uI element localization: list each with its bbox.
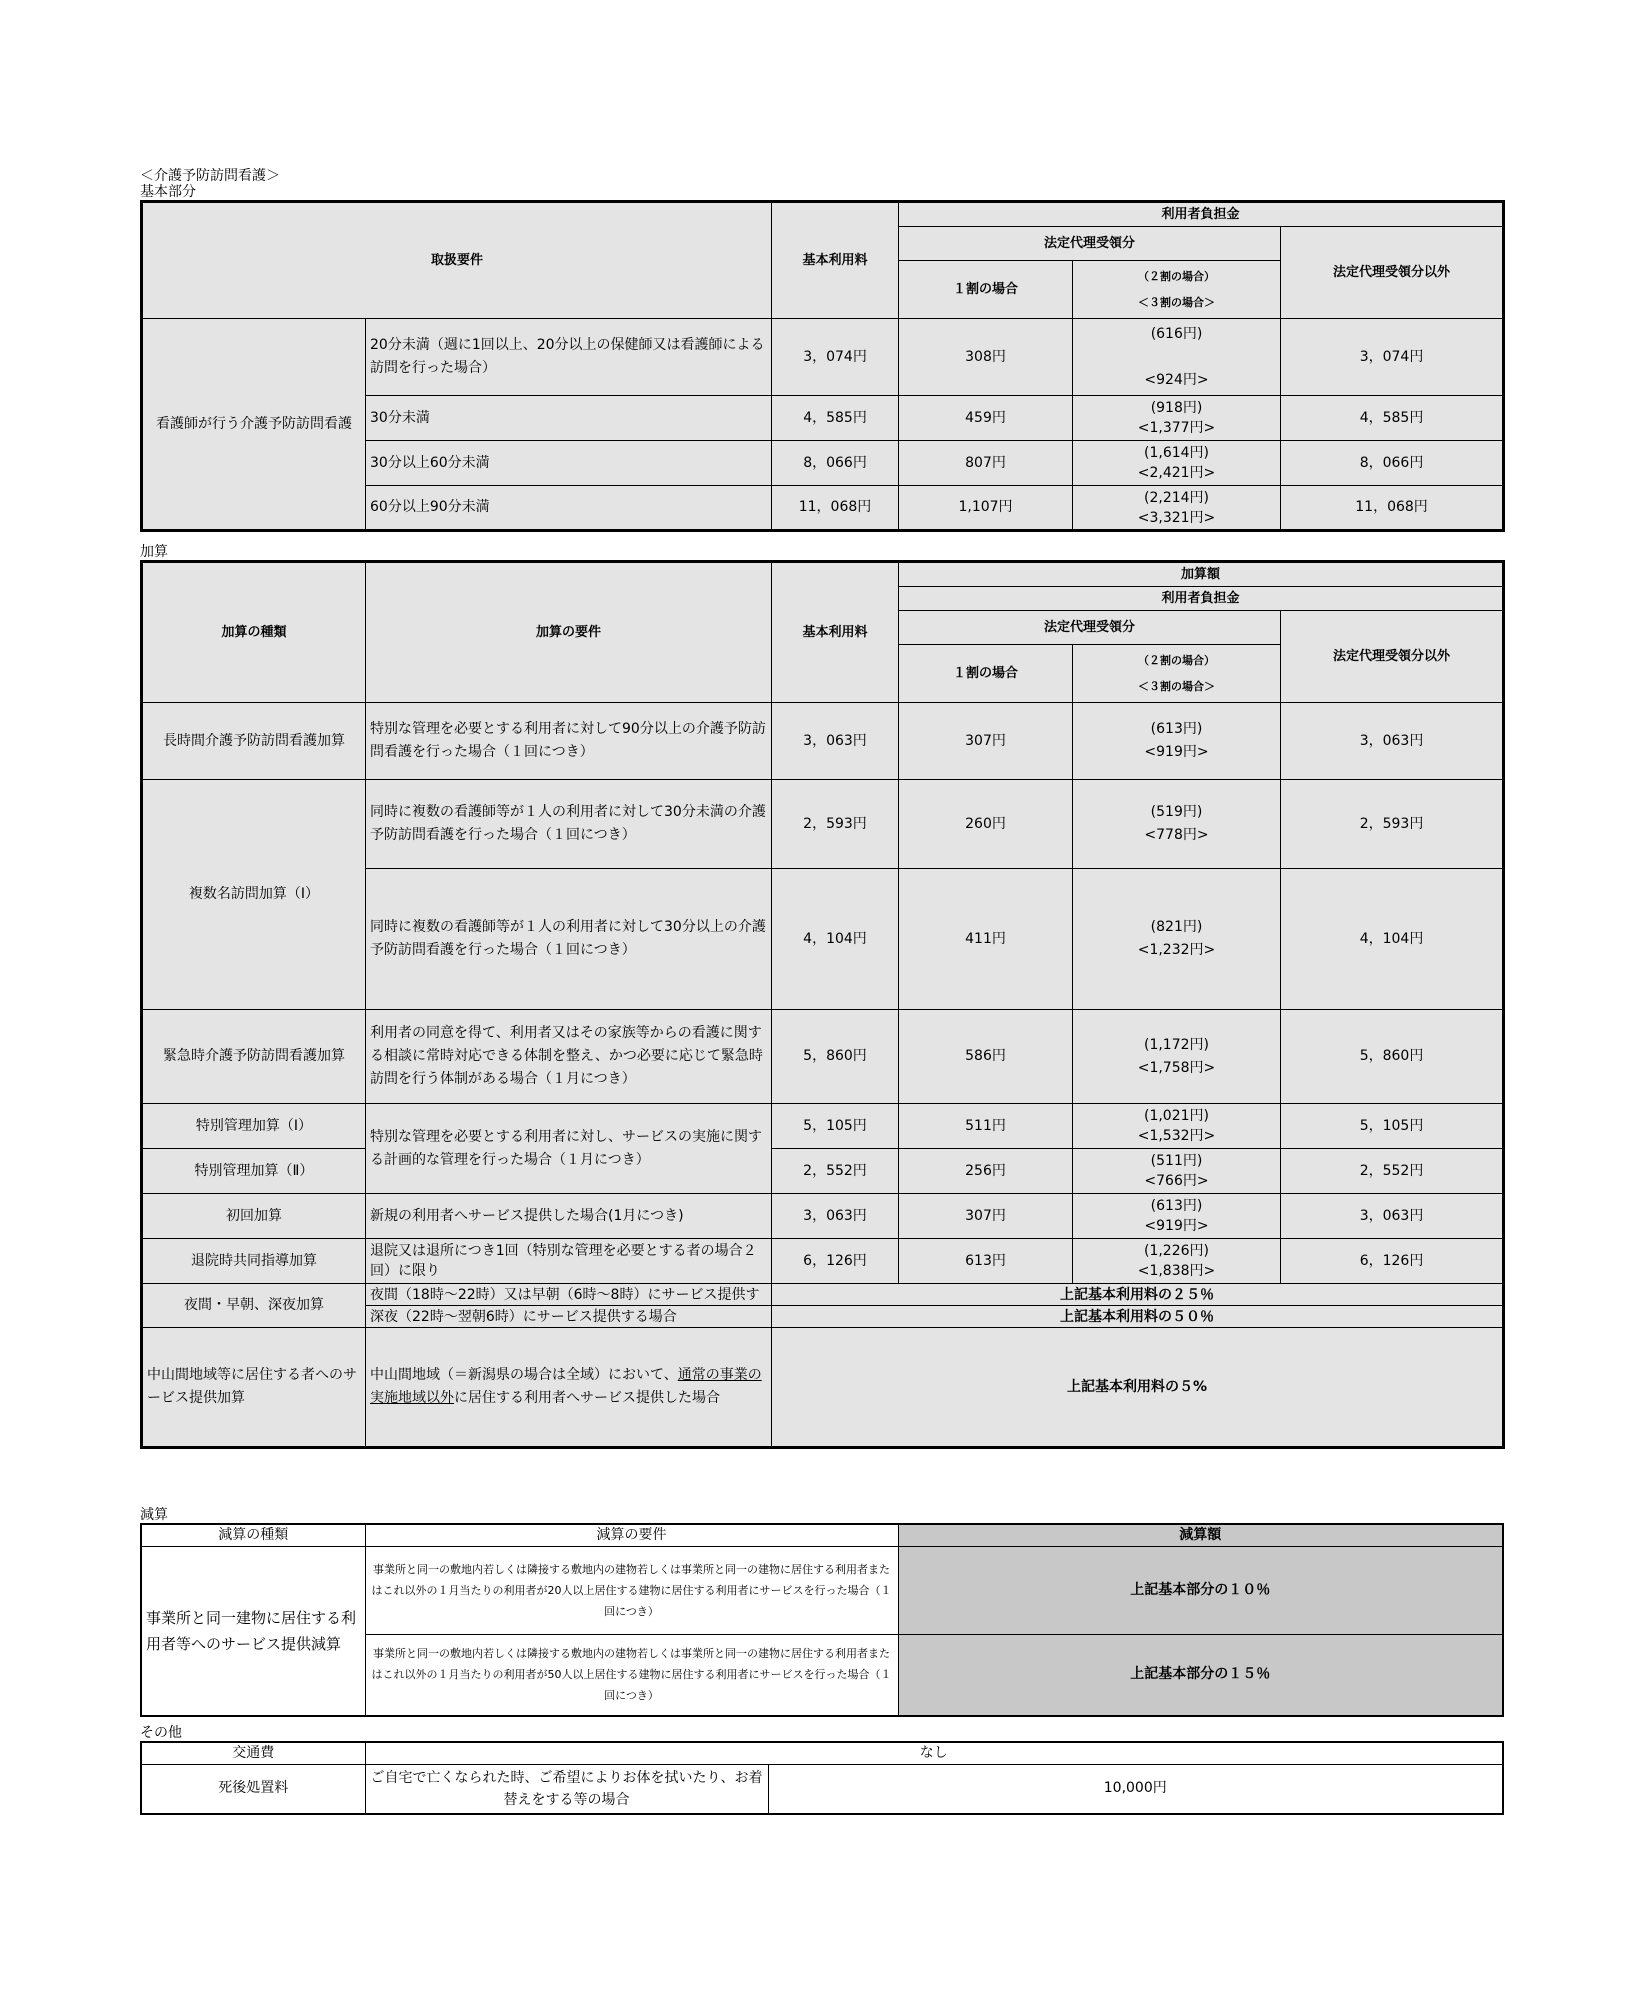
basic-two-three	[1073, 396, 1281, 441]
mountain-req-b: 通常の事業の実施地域以外	[370, 1367, 762, 1406]
add-type-initial: 初回加算	[142, 1194, 366, 1239]
header-add-amount: 加算額	[899, 562, 1504, 587]
add-two: (613円)	[1150, 1198, 1203, 1214]
death-value: 10,000円	[768, 1764, 1503, 1814]
basic-three: <2,421円>	[1137, 465, 1216, 481]
add-one: 586円	[899, 1010, 1073, 1104]
add-two-three	[1073, 780, 1281, 869]
header-burden: 利用者負担金	[899, 202, 1504, 227]
other-table	[140, 1741, 1504, 1815]
basic-one: 459円	[899, 396, 1073, 441]
basic-category: 看護師が行う介護予防訪問看護	[142, 319, 366, 531]
basic-one: 308円	[899, 319, 1073, 396]
add-two-three	[1073, 869, 1281, 1010]
add-other: 6，126円	[1281, 1239, 1504, 1284]
add-base: 3，063円	[772, 1194, 899, 1239]
add-three: <1,532円>	[1137, 1128, 1216, 1144]
add-two-three	[1073, 1010, 1281, 1104]
transport-label: 交通費	[141, 1742, 365, 1764]
basic-two-three	[1073, 441, 1281, 486]
document	[140, 168, 1502, 1815]
add-base: 2，552円	[772, 1149, 899, 1194]
basic-two-three	[1073, 319, 1281, 396]
header-non-legal: 法定代理受領分以外	[1281, 227, 1504, 319]
basic-base: 8，066円	[772, 441, 899, 486]
addition-table	[140, 560, 1505, 1449]
add-one: 307円	[899, 1194, 1073, 1239]
add-one: 613円	[899, 1239, 1073, 1284]
sub-req: 事業所と同一の敷地内若しくは隣接する敷地内の建物若しくは事業所と同一の建物に居住する利用者またはこれ以外の１月当たりの利用者が50人以上居住する建物に居住する利用者にサービスを行った場合（１回につき）	[365, 1634, 898, 1716]
header-legal: 法定代理受領分	[899, 227, 1281, 261]
header-burden: 利用者負担金	[899, 587, 1504, 611]
add-val-mountain: 上記基本利用料の５%	[772, 1328, 1504, 1448]
add-two: (821円)	[1150, 919, 1203, 935]
basic-other: 4，585円	[1281, 396, 1504, 441]
add-three: <919円>	[1144, 1218, 1209, 1234]
basic-two: (918円)	[1150, 400, 1203, 416]
page-heading: ＜介護予防訪問看護＞	[140, 168, 280, 184]
header-sub-req: 減算の要件	[365, 1524, 898, 1546]
basic-two: (1,614円)	[1144, 445, 1210, 461]
add-three: <1,758円>	[1137, 1059, 1216, 1076]
mountain-req-a: 中山間地域（＝新潟県の場合は全域）において、	[370, 1367, 678, 1383]
add-req-initial: 新規の利用者へサービス提供した場合(1月につき)	[366, 1194, 772, 1239]
add-type-special1: 特別管理加算（Ⅰ）	[142, 1104, 366, 1149]
basic-req: 60分以上90分未満	[366, 486, 772, 531]
basic-two-three	[1073, 486, 1281, 531]
sub-req: 事業所と同一の敷地内若しくは隣接する敷地内の建物若しくは事業所と同一の建物に居住する利用者またはこれ以外の１月当たりの利用者が20人以上居住する建物に居住する利用者にサービスを行った場合（１回につき）	[365, 1546, 898, 1634]
transport-value: なし	[365, 1742, 1503, 1764]
add-two: (613円)	[1150, 721, 1203, 737]
add-type-multi: 複数名訪問加算（Ⅰ）	[142, 780, 366, 1010]
add-base: 5，105円	[772, 1104, 899, 1149]
header-two-ratio: （２割の場合）	[1138, 269, 1216, 283]
add-type-night: 夜間・早朝、深夜加算	[142, 1284, 366, 1328]
header-three-ratio: ＜３割の場合＞	[1138, 295, 1216, 309]
add-req-emergency: 利用者の同意を得て、利用者又はその家族等からの看護に関する相談に常時対応できる体制を整え、かつ必要に応じて緊急時訪問を行う体制がある場合（１月につき）	[366, 1010, 772, 1104]
header-legal: 法定代理受領分	[899, 611, 1281, 645]
header-three-ratio: ＜３割の場合＞	[1138, 679, 1215, 693]
header-one-ratio: １割の場合	[899, 645, 1073, 703]
add-type-emergency: 緊急時介護予防訪問看護加算	[142, 1010, 366, 1104]
basic-req: 30分未満	[366, 396, 772, 441]
header-add-type: 加算の種類	[142, 562, 366, 703]
add-req-long: 特別な管理を必要とする利用者に対して90分以上の介護予防訪問看護を行った場合（１回につき）	[366, 703, 772, 780]
add-type-long: 長時間介護予防訪問看護加算	[142, 703, 366, 780]
sub-val: 上記基本部分の１０％	[898, 1546, 1503, 1634]
add-type-special2: 特別管理加算（Ⅱ）	[142, 1149, 366, 1194]
header-two-three-ratio	[1073, 645, 1281, 703]
header-base-fee: 基本利用料	[772, 562, 899, 703]
add-other: 2，593円	[1281, 780, 1504, 869]
add-type-discharge: 退院時共同指導加算	[142, 1239, 366, 1284]
add-two: (511円)	[1150, 1153, 1203, 1169]
death-label: 死後処置料	[141, 1764, 365, 1814]
sub-type: 事業所と同一建物に居住する利用者等へのサービス提供減算	[141, 1546, 365, 1716]
header-non-legal: 法定代理受領分以外	[1281, 611, 1504, 703]
add-base: 2，593円	[772, 780, 899, 869]
add-two: (1,172円)	[1143, 1036, 1209, 1053]
add-three: <766円>	[1144, 1173, 1209, 1189]
add-other: 3，063円	[1281, 1194, 1504, 1239]
header-sub-amount: 減算額	[898, 1524, 1503, 1546]
add-two-three	[1073, 1239, 1281, 1284]
section-other-label: その他	[140, 1725, 182, 1741]
section-sub-label: 減算	[140, 1507, 168, 1523]
add-one: 511円	[899, 1104, 1073, 1149]
header-sub-type: 減算の種類	[141, 1524, 365, 1546]
add-three: <1,838円>	[1137, 1263, 1216, 1279]
add-two-three	[1073, 1194, 1281, 1239]
add-other: 4，104円	[1281, 869, 1504, 1010]
basic-three: <924円>	[1144, 371, 1209, 388]
basic-base: 11，068円	[772, 486, 899, 531]
death-req: ご自宅で亡くなられた時、ご希望によりお体を拭いたり、お着替えをする等の場合	[365, 1764, 768, 1814]
section-add-label: 加算	[140, 544, 168, 560]
add-req-mountain	[366, 1328, 772, 1448]
add-one: 260円	[899, 780, 1073, 869]
basic-one: 807円	[899, 441, 1073, 486]
header-base-fee: 基本利用料	[772, 202, 899, 319]
header-two-ratio: （２割の場合）	[1138, 653, 1215, 667]
add-req-multi: 同時に複数の看護師等が１人の利用者に対して30分未満の介護予防訪問看護を行った場合（１回につき）	[366, 780, 772, 869]
basic-fee-table	[140, 200, 1505, 532]
add-val-night: 上記基本利用料の２５％	[772, 1284, 1504, 1306]
add-base: 5，860円	[772, 1010, 899, 1104]
basic-base: 4，585円	[772, 396, 899, 441]
basic-other: 8，066円	[1281, 441, 1504, 486]
add-two: (1,226円)	[1143, 1243, 1209, 1259]
basic-three: <3,321円>	[1137, 509, 1216, 526]
basic-req: 20分未満（週に1回以上、20分以上の保健師又は看護師による訪問を行った場合）	[366, 319, 772, 396]
add-type-mountain: 中山間地域等に居住する者へのサービス提供加算	[142, 1328, 366, 1448]
basic-two: (616円)	[1150, 325, 1203, 342]
basic-base: 3，074円	[772, 319, 899, 396]
add-other: 2，552円	[1281, 1149, 1504, 1194]
basic-other: 11，068円	[1281, 486, 1504, 531]
add-one: 307円	[899, 703, 1073, 780]
add-three: <778円>	[1144, 827, 1209, 843]
add-two-three	[1073, 1104, 1281, 1149]
add-two: (1,021円)	[1143, 1108, 1209, 1124]
add-req-multi: 同時に複数の看護師等が１人の利用者に対して30分以上の介護予防訪問看護を行った場合（１回につき）	[366, 869, 772, 1010]
add-three: <919円>	[1144, 744, 1209, 760]
section-basic-label: 基本部分	[140, 184, 196, 200]
add-three: <1,232円>	[1137, 942, 1216, 958]
basic-three: <1,377円>	[1137, 420, 1216, 436]
add-two-three	[1073, 703, 1281, 780]
add-one: 411円	[899, 869, 1073, 1010]
add-two: (519円)	[1150, 804, 1203, 820]
basic-other: 3，074円	[1281, 319, 1504, 396]
basic-two: (2,214円)	[1144, 489, 1210, 506]
add-other: 5，105円	[1281, 1104, 1504, 1149]
basic-one: 1,107円	[899, 486, 1073, 531]
add-req-night: 夜間（18時～22時）又は早朝（6時～8時）にサービス提供す	[366, 1284, 772, 1306]
header-requirement: 取扱要件	[142, 202, 772, 319]
add-base: 6，126円	[772, 1239, 899, 1284]
subtraction-table	[140, 1523, 1504, 1717]
add-val-late-night: 上記基本利用料の５０％	[772, 1306, 1504, 1328]
add-other: 5，860円	[1281, 1010, 1504, 1104]
add-base: 4，104円	[772, 869, 899, 1010]
add-req-special: 特別な管理を必要とする利用者に対し、サービスの実施に関する計画的な管理を行った場合（１月につき）	[366, 1104, 772, 1194]
basic-req: 30分以上60分未満	[366, 441, 772, 486]
add-req-discharge: 退院又は退所につき1回（特別な管理を必要とする者の場合２回）に限り	[366, 1239, 772, 1284]
add-base: 3，063円	[772, 703, 899, 780]
add-other: 3，063円	[1281, 703, 1504, 780]
header-add-req: 加算の要件	[366, 562, 772, 703]
header-two-three-ratio	[1073, 261, 1281, 319]
add-two-three	[1073, 1149, 1281, 1194]
header-one-ratio: １割の場合	[899, 261, 1073, 319]
add-one: 256円	[899, 1149, 1073, 1194]
sub-val: 上記基本部分の１５％	[898, 1634, 1503, 1716]
mountain-req-c: に居住する利用者へサービス提供した場合	[454, 1390, 720, 1406]
add-req-late-night: 深夜（22時～翌朝6時）にサービス提供する場合	[366, 1306, 772, 1328]
